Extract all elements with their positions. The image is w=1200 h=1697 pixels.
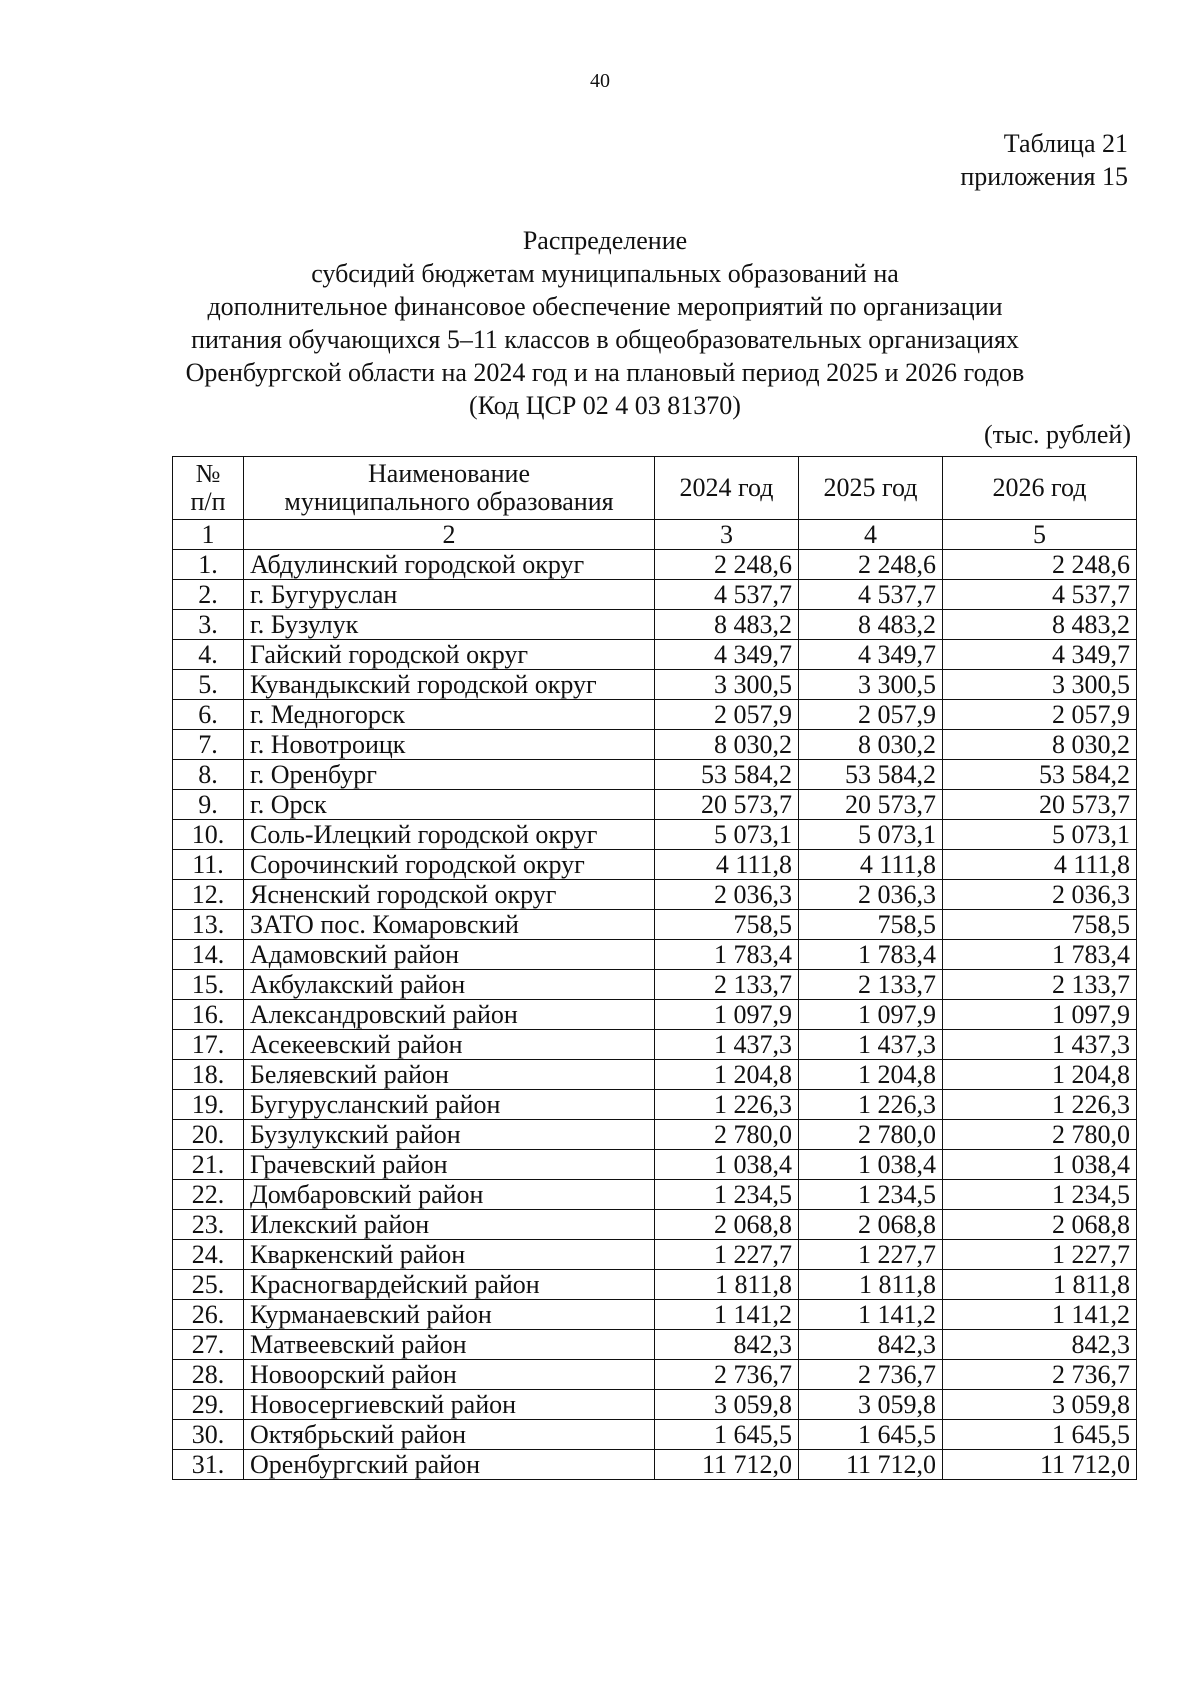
- document-heading: [100, 224, 1110, 422]
- column-number: 3: [655, 520, 799, 550]
- value-2026: 5 073,1: [943, 820, 1137, 850]
- municipality-name: Матвеевский район: [244, 1330, 655, 1360]
- value-2024: 1 645,5: [655, 1420, 799, 1450]
- header-number-abbrev: п/п: [190, 487, 226, 516]
- table-row: [173, 1000, 1137, 1030]
- table-header-row: [173, 457, 1137, 520]
- value-2025: 2 736,7: [799, 1360, 943, 1390]
- value-2026: 53 584,2: [943, 760, 1137, 790]
- value-2026: 8 483,2: [943, 610, 1137, 640]
- value-2024: 1 234,5: [655, 1180, 799, 1210]
- value-2025: 4 537,7: [799, 580, 943, 610]
- table-row: [173, 790, 1137, 820]
- row-number: 17.: [173, 1030, 244, 1060]
- table-reference: [960, 127, 1128, 193]
- value-2026: 4 349,7: [943, 640, 1137, 670]
- value-2025: 5 073,1: [799, 820, 943, 850]
- value-2024: 1 097,9: [655, 1000, 799, 1030]
- value-2024: 1 141,2: [655, 1300, 799, 1330]
- table-row: [173, 1270, 1137, 1300]
- table-row: [173, 850, 1137, 880]
- value-2026: 2 057,9: [943, 700, 1137, 730]
- row-number: 13.: [173, 910, 244, 940]
- municipality-name: г. Бугуруслан: [244, 580, 655, 610]
- value-2024: 2 248,6: [655, 550, 799, 580]
- value-2024: 3 059,8: [655, 1390, 799, 1420]
- table-row: [173, 940, 1137, 970]
- municipality-name: Гайский городской округ: [244, 640, 655, 670]
- municipality-name: Красногвардейский район: [244, 1270, 655, 1300]
- municipality-name: г. Бузулук: [244, 610, 655, 640]
- value-2024: 1 783,4: [655, 940, 799, 970]
- value-2025: 758,5: [799, 910, 943, 940]
- municipality-name: г. Новотроицк: [244, 730, 655, 760]
- municipality-name: Кувандыкский городской округ: [244, 670, 655, 700]
- value-2026: 1 204,8: [943, 1060, 1137, 1090]
- value-2024: 1 227,7: [655, 1240, 799, 1270]
- row-number: 6.: [173, 700, 244, 730]
- municipality-name: Александровский район: [244, 1000, 655, 1030]
- page-number: 40: [590, 70, 610, 92]
- row-number: 14.: [173, 940, 244, 970]
- value-2026: 758,5: [943, 910, 1137, 940]
- value-2025: 1 204,8: [799, 1060, 943, 1090]
- value-2025: 842,3: [799, 1330, 943, 1360]
- row-number: 16.: [173, 1000, 244, 1030]
- value-2026: 2 133,7: [943, 970, 1137, 1000]
- value-2026: 2 036,3: [943, 880, 1137, 910]
- row-number: 12.: [173, 880, 244, 910]
- value-2025: 2 248,6: [799, 550, 943, 580]
- value-2024: 842,3: [655, 1330, 799, 1360]
- row-number: 28.: [173, 1360, 244, 1390]
- table-row: [173, 580, 1137, 610]
- value-2025: 8 483,2: [799, 610, 943, 640]
- row-number: 9.: [173, 790, 244, 820]
- value-2025: 1 141,2: [799, 1300, 943, 1330]
- value-2024: 2 780,0: [655, 1120, 799, 1150]
- municipality-name: Октябрьский район: [244, 1420, 655, 1450]
- header-name-line-1: Наименование: [368, 459, 530, 488]
- row-number: 20.: [173, 1120, 244, 1150]
- municipality-name: г. Орск: [244, 790, 655, 820]
- table-row: [173, 760, 1137, 790]
- column-number-row: [173, 520, 1137, 550]
- value-2025: 1 234,5: [799, 1180, 943, 1210]
- table-row: [173, 1090, 1137, 1120]
- table-reference-number: Таблица 21: [1003, 129, 1128, 158]
- value-2024: 2 036,3: [655, 880, 799, 910]
- value-2025: 20 573,7: [799, 790, 943, 820]
- table-reference-appendix: приложения 15: [960, 162, 1128, 191]
- row-number: 4.: [173, 640, 244, 670]
- table-row: [173, 730, 1137, 760]
- table-row: [173, 550, 1137, 580]
- municipality-name: Новосергиевский район: [244, 1390, 655, 1420]
- value-2026: 2 068,8: [943, 1210, 1137, 1240]
- value-2026: 1 437,3: [943, 1030, 1137, 1060]
- header-2025: 2025 год: [799, 457, 943, 520]
- subsidy-table: [172, 456, 1137, 1480]
- row-number: 2.: [173, 580, 244, 610]
- table-row: [173, 910, 1137, 940]
- municipality-name: Адамовский район: [244, 940, 655, 970]
- column-number: 2: [244, 520, 655, 550]
- value-2024: 2 057,9: [655, 700, 799, 730]
- value-2024: 4 349,7: [655, 640, 799, 670]
- table-row: [173, 1060, 1137, 1090]
- units-label: (тыс. рублей): [983, 420, 1131, 449]
- table-row: [173, 1450, 1137, 1480]
- value-2025: 1 226,3: [799, 1090, 943, 1120]
- table-row: [173, 1150, 1137, 1180]
- value-2024: 53 584,2: [655, 760, 799, 790]
- municipality-name: Абдулинский городской округ: [244, 550, 655, 580]
- table-row: [173, 1120, 1137, 1150]
- heading-line-1: Распределение: [522, 226, 688, 255]
- value-2026: 8 030,2: [943, 730, 1137, 760]
- value-2026: 1 097,9: [943, 1000, 1137, 1030]
- value-2025: 1 097,9: [799, 1000, 943, 1030]
- value-2026: 4 537,7: [943, 580, 1137, 610]
- value-2025: 2 036,3: [799, 880, 943, 910]
- table-body: [173, 550, 1137, 1480]
- value-2024: 4 111,8: [655, 850, 799, 880]
- value-2026: 1 226,3: [943, 1090, 1137, 1120]
- row-number: 1.: [173, 550, 244, 580]
- header-2026: 2026 год: [943, 457, 1137, 520]
- row-number: 7.: [173, 730, 244, 760]
- value-2024: 5 073,1: [655, 820, 799, 850]
- value-2025: 1 783,4: [799, 940, 943, 970]
- table-row: [173, 1330, 1137, 1360]
- value-2026: 1 234,5: [943, 1180, 1137, 1210]
- value-2024: 758,5: [655, 910, 799, 940]
- value-2025: 1 437,3: [799, 1030, 943, 1060]
- value-2026: 11 712,0: [943, 1450, 1137, 1480]
- value-2025: 1 811,8: [799, 1270, 943, 1300]
- table-row: [173, 610, 1137, 640]
- row-number: 27.: [173, 1330, 244, 1360]
- municipality-name: Грачевский район: [244, 1150, 655, 1180]
- value-2024: 1 811,8: [655, 1270, 799, 1300]
- municipality-name: Курманаевский район: [244, 1300, 655, 1330]
- row-number: 29.: [173, 1390, 244, 1420]
- value-2026: 1 811,8: [943, 1270, 1137, 1300]
- table-row: [173, 880, 1137, 910]
- row-number: 19.: [173, 1090, 244, 1120]
- value-2026: 3 059,8: [943, 1390, 1137, 1420]
- value-2025: 2 057,9: [799, 700, 943, 730]
- table-row: [173, 640, 1137, 670]
- value-2025: 1 645,5: [799, 1420, 943, 1450]
- row-number: 5.: [173, 670, 244, 700]
- value-2025: 2 133,7: [799, 970, 943, 1000]
- table-row: [173, 970, 1137, 1000]
- value-2026: 2 736,7: [943, 1360, 1137, 1390]
- table-row: [173, 1360, 1137, 1390]
- row-number: 23.: [173, 1210, 244, 1240]
- value-2025: 4 349,7: [799, 640, 943, 670]
- municipality-name: Новоорский район: [244, 1360, 655, 1390]
- table-row: [173, 670, 1137, 700]
- municipality-name: Кваркенский район: [244, 1240, 655, 1270]
- value-2025: 3 300,5: [799, 670, 943, 700]
- municipality-name: Домбаровский район: [244, 1180, 655, 1210]
- municipality-name: Акбулакский район: [244, 970, 655, 1000]
- row-number: 8.: [173, 760, 244, 790]
- row-number: 22.: [173, 1180, 244, 1210]
- value-2026: 1 038,4: [943, 1150, 1137, 1180]
- value-2026: 20 573,7: [943, 790, 1137, 820]
- row-number: 15.: [173, 970, 244, 1000]
- municipality-name: ЗАТО пос. Комаровский: [244, 910, 655, 940]
- table-row: [173, 1390, 1137, 1420]
- value-2024: 8 483,2: [655, 610, 799, 640]
- value-2024: 4 537,7: [655, 580, 799, 610]
- value-2026: 1 227,7: [943, 1240, 1137, 1270]
- municipality-name: Бузулукский район: [244, 1120, 655, 1150]
- row-number: 25.: [173, 1270, 244, 1300]
- row-number: 3.: [173, 610, 244, 640]
- municipality-name: г. Оренбург: [244, 760, 655, 790]
- value-2024: 1 437,3: [655, 1030, 799, 1060]
- heading-line-2: субсидий бюджетам муниципальных образований на: [311, 259, 899, 288]
- value-2025: 11 712,0: [799, 1450, 943, 1480]
- heading-line-3: дополнительное финансовое обеспечение мероприятий по организации: [207, 292, 1003, 321]
- value-2024: 1 226,3: [655, 1090, 799, 1120]
- row-number: 18.: [173, 1060, 244, 1090]
- row-number: 31.: [173, 1450, 244, 1480]
- value-2025: 53 584,2: [799, 760, 943, 790]
- value-2026: 842,3: [943, 1330, 1137, 1360]
- municipality-name: Илекский район: [244, 1210, 655, 1240]
- value-2025: 1 038,4: [799, 1150, 943, 1180]
- value-2024: 2 736,7: [655, 1360, 799, 1390]
- value-2024: 2 068,8: [655, 1210, 799, 1240]
- row-number: 10.: [173, 820, 244, 850]
- value-2024: 1 204,8: [655, 1060, 799, 1090]
- table-row: [173, 1420, 1137, 1450]
- value-2024: 11 712,0: [655, 1450, 799, 1480]
- value-2024: 1 038,4: [655, 1150, 799, 1180]
- value-2026: 2 248,6: [943, 550, 1137, 580]
- row-number: 26.: [173, 1300, 244, 1330]
- header-number: [173, 457, 244, 520]
- value-2025: 8 030,2: [799, 730, 943, 760]
- municipality-name: Соль-Илецкий городской округ: [244, 820, 655, 850]
- municipality-name: Ясненский городской округ: [244, 880, 655, 910]
- header-name-line-2: муниципального образования: [284, 487, 614, 516]
- table-row: [173, 1030, 1137, 1060]
- value-2026: 2 780,0: [943, 1120, 1137, 1150]
- heading-line-4: питания обучающихся 5–11 классов в общеобразовательных организациях: [191, 325, 1019, 354]
- municipality-name: г. Медногорск: [244, 700, 655, 730]
- value-2025: 2 780,0: [799, 1120, 943, 1150]
- row-number: 21.: [173, 1150, 244, 1180]
- heading-line-6: (Код ЦСР 02 4 03 81370): [469, 391, 741, 420]
- municipality-name: Бугурусланский район: [244, 1090, 655, 1120]
- municipality-name: Оренбургский район: [244, 1450, 655, 1480]
- value-2024: 3 300,5: [655, 670, 799, 700]
- column-number: 5: [943, 520, 1137, 550]
- row-number: 11.: [173, 850, 244, 880]
- column-number: 1: [173, 520, 244, 550]
- value-2024: 20 573,7: [655, 790, 799, 820]
- header-name: [244, 457, 655, 520]
- table-row: [173, 820, 1137, 850]
- heading-line-5: Оренбургской области на 2024 год и на плановый период 2025 и 2026 годов: [185, 358, 1025, 387]
- row-number: 30.: [173, 1420, 244, 1450]
- table-row: [173, 700, 1137, 730]
- table-row: [173, 1240, 1137, 1270]
- value-2024: 2 133,7: [655, 970, 799, 1000]
- value-2026: 1 783,4: [943, 940, 1137, 970]
- value-2026: 3 300,5: [943, 670, 1137, 700]
- value-2024: 8 030,2: [655, 730, 799, 760]
- column-number: 4: [799, 520, 943, 550]
- value-2026: 1 645,5: [943, 1420, 1137, 1450]
- table-row: [173, 1300, 1137, 1330]
- value-2026: 1 141,2: [943, 1300, 1137, 1330]
- table-row: [173, 1210, 1137, 1240]
- municipality-name: Сорочинский городской округ: [244, 850, 655, 880]
- header-2024: 2024 год: [655, 457, 799, 520]
- value-2026: 4 111,8: [943, 850, 1137, 880]
- municipality-name: Беляевский район: [244, 1060, 655, 1090]
- municipality-name: Асекеевский район: [244, 1030, 655, 1060]
- value-2025: 4 111,8: [799, 850, 943, 880]
- table-row: [173, 1180, 1137, 1210]
- value-2025: 2 068,8: [799, 1210, 943, 1240]
- row-number: 24.: [173, 1240, 244, 1270]
- value-2025: 1 227,7: [799, 1240, 943, 1270]
- value-2025: 3 059,8: [799, 1390, 943, 1420]
- header-number-symbol: №: [195, 459, 221, 488]
